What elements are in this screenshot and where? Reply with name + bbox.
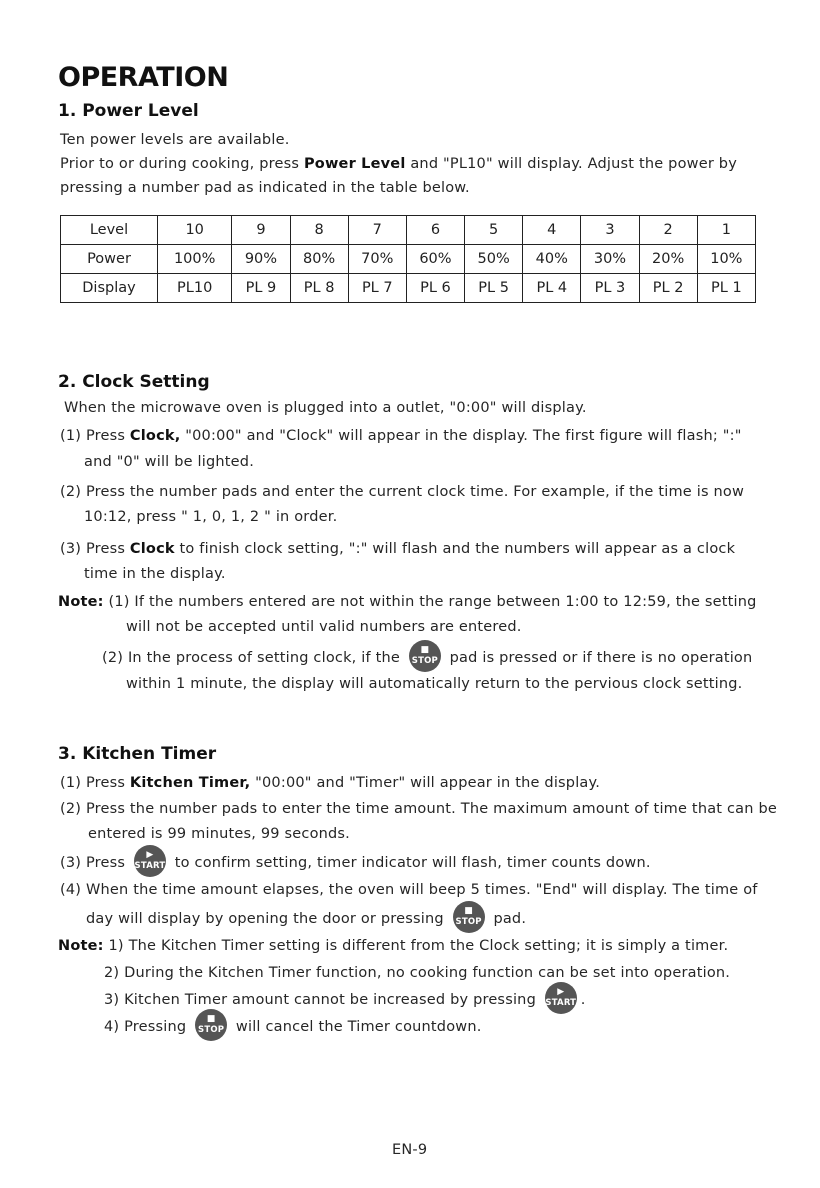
- bold-term: Clock,: [129, 428, 181, 444]
- text: will cancel the Timer countdown.: [235, 1019, 482, 1035]
- table-row: [61, 245, 756, 274]
- text: pad is pressed or if there is no operation: [449, 650, 753, 666]
- stop-glyph: ■: [464, 906, 473, 916]
- section-heading-clock-setting: 2. Clock Setting: [58, 372, 210, 392]
- step-continued: and "0" will be lighted.: [84, 454, 255, 470]
- step: (2) Press the number pads to enter the time amount. The maximum amount of time that can be: [60, 801, 777, 817]
- text: (2) In the process of setting clock, if the: [102, 650, 401, 666]
- start-glyph: ▶: [557, 987, 565, 997]
- stop-icon: [453, 901, 485, 933]
- stop-icon: [409, 640, 441, 672]
- paragraph: [60, 156, 737, 172]
- table-cell: 40%: [523, 245, 581, 274]
- table-cell: PL 5: [465, 274, 523, 303]
- table-cell: PL 6: [406, 274, 464, 303]
- step-continued: entered is 99 minutes, 99 seconds.: [88, 826, 350, 842]
- table-cell: 90%: [232, 245, 290, 274]
- step-continued: [86, 903, 526, 935]
- text: Prior to or during cooking, press: [60, 156, 304, 172]
- table-cell: 1: [697, 216, 755, 245]
- power-level-table: [60, 215, 756, 303]
- text: (1) If the numbers entered are not within the range between 1:00 to 12:59, the setting: [103, 594, 757, 610]
- bold-term: Kitchen Timer,: [129, 775, 251, 791]
- table-cell: 30%: [581, 245, 639, 274]
- section-heading-power-level: 1. Power Level: [58, 101, 199, 121]
- stop-icon: [195, 1009, 227, 1041]
- table-cell: PL10: [158, 274, 232, 303]
- table-cell: 60%: [406, 245, 464, 274]
- table-cell: 4: [523, 216, 581, 245]
- table-row-header: Power: [61, 245, 158, 274]
- start-label: START: [134, 861, 166, 871]
- table-cell: 2: [639, 216, 697, 245]
- start-label: START: [545, 998, 577, 1008]
- paragraph: When the microwave oven is plugged into a outlet, "0:00" will display.: [64, 400, 587, 416]
- text: pad.: [493, 911, 527, 927]
- table-cell: 70%: [348, 245, 406, 274]
- text: (3) Press: [60, 541, 130, 557]
- step: [60, 541, 735, 557]
- table-cell: PL 3: [581, 274, 639, 303]
- text: to confirm setting, timer indicator will flash, timer counts down.: [174, 855, 651, 871]
- stop-label: STOP: [455, 917, 482, 927]
- table-row: [61, 274, 756, 303]
- bold-term: Power Level: [303, 156, 406, 172]
- paragraph: pressing a number pad as indicated in the table below.: [60, 180, 470, 196]
- stop-glyph: ■: [206, 1014, 216, 1024]
- page-title: OPERATION: [58, 62, 229, 93]
- table-cell: 9: [232, 216, 290, 245]
- note-item: 2) During the Kitchen Timer function, no cooking function can be set into operation.: [104, 965, 731, 981]
- paragraph: Ten power levels are available.: [60, 132, 290, 148]
- start-glyph: ▶: [146, 850, 154, 860]
- table-cell: 50%: [465, 245, 523, 274]
- table-cell: PL 4: [523, 274, 581, 303]
- section-heading-kitchen-timer: 3. Kitchen Timer: [58, 744, 217, 764]
- table-cell: PL 7: [348, 274, 406, 303]
- text: 1) The Kitchen Timer setting is different from the Clock setting; it is simply a timer.: [103, 938, 729, 954]
- table-cell: 5: [465, 216, 523, 245]
- note-item: [104, 1011, 482, 1043]
- note-label: Note:: [58, 594, 104, 610]
- text: to finish clock setting, ":" will flash and the numbers will appear as a clock: [174, 541, 736, 557]
- table-cell: 10: [158, 216, 232, 245]
- text: 4) Pressing: [104, 1019, 187, 1035]
- text: .: [580, 992, 586, 1008]
- step: [60, 428, 742, 444]
- table-row-header: Level: [61, 216, 158, 245]
- table-cell: PL 8: [290, 274, 348, 303]
- table-cell: 7: [348, 216, 406, 245]
- table-cell: 8: [290, 216, 348, 245]
- note-label: Note:: [58, 938, 104, 954]
- note-continued: will not be accepted until valid numbers are entered.: [126, 619, 522, 635]
- text: (1) Press: [60, 428, 130, 444]
- table-cell: PL 1: [697, 274, 755, 303]
- text: and "PL10" will display. Adjust the power by: [405, 156, 737, 172]
- text: 3) Kitchen Timer amount cannot be increased by pressing: [104, 992, 536, 1008]
- stop-label: STOP: [198, 1025, 225, 1035]
- table-row-header: Display: [61, 274, 158, 303]
- start-icon: [545, 982, 577, 1014]
- table-cell: 20%: [639, 245, 697, 274]
- step-continued: 10:12, press " 1, 0, 1, 2 " in order.: [84, 509, 338, 525]
- table-cell: PL 9: [232, 274, 290, 303]
- step: [60, 775, 600, 791]
- text: (3) Press: [60, 855, 126, 871]
- table-cell: 6: [406, 216, 464, 245]
- table-row: [61, 216, 756, 245]
- step: (2) Press the number pads and enter the current clock time. For example, if the time is now: [60, 484, 745, 500]
- table-cell: 100%: [158, 245, 232, 274]
- stop-glyph: ■: [420, 645, 430, 655]
- note: [58, 938, 728, 954]
- note: [102, 642, 752, 674]
- page-number: EN-9: [392, 1142, 428, 1158]
- note: [58, 594, 757, 610]
- note-continued: within 1 minute, the display will automatically return to the pervious clock setting.: [126, 676, 743, 692]
- text: "00:00" and "Timer" will appear in the display.: [250, 775, 601, 791]
- table-cell: 10%: [697, 245, 755, 274]
- stop-label: STOP: [411, 656, 438, 666]
- text: "00:00" and "Clock" will appear in the display. The first figure will flash; ":": [180, 428, 742, 444]
- step: [60, 847, 651, 879]
- start-icon: [134, 845, 166, 877]
- step: (4) When the time amount elapses, the oven will beep 5 times. "End" will display. The time of: [60, 882, 758, 898]
- step-continued: time in the display.: [84, 566, 226, 582]
- table-cell: PL 2: [639, 274, 697, 303]
- table-cell: 3: [581, 216, 639, 245]
- bold-term: Clock: [129, 541, 175, 557]
- text: (1) Press: [60, 775, 130, 791]
- text: day will display by opening the door or pressing: [86, 911, 444, 927]
- table-cell: 80%: [290, 245, 348, 274]
